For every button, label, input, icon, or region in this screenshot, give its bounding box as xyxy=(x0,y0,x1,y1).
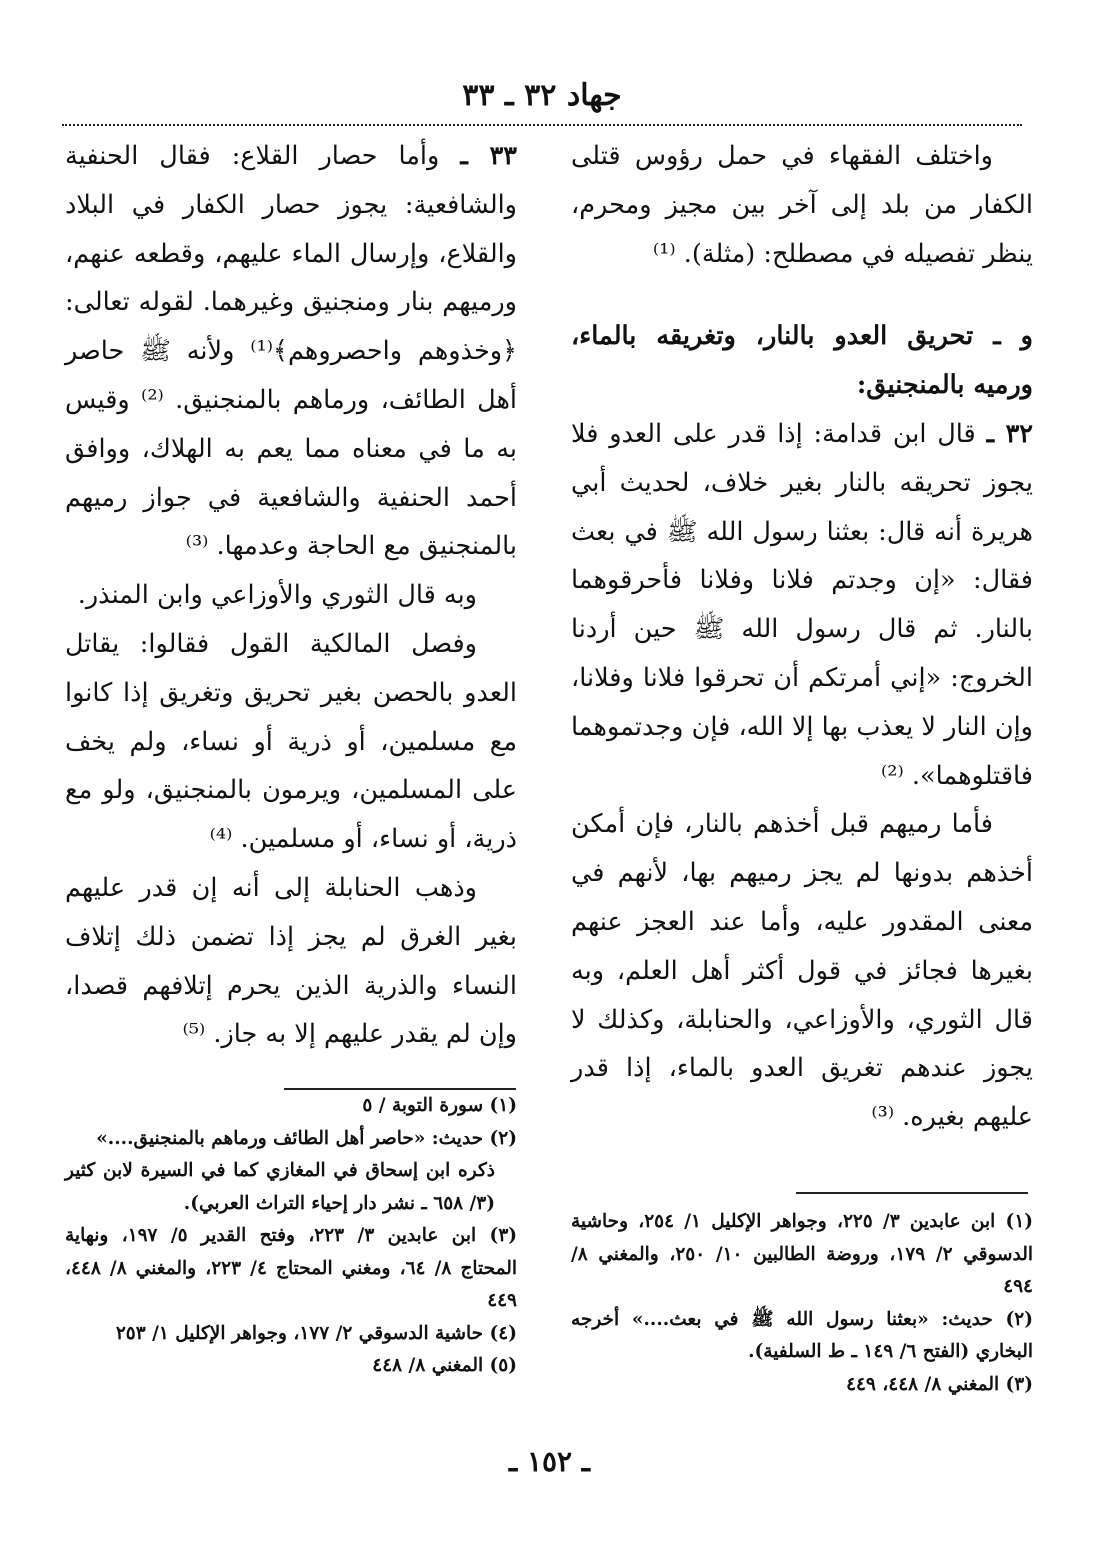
footnote: (٢) حديث: «بعثنا رسول الله ﷺ في بعث....» أخرجه البخاري (الفتح ٦/ ١٤٩ ـ ط السلفية). xyxy=(571,1308,1033,1362)
footnote: (١) سورة التوبة / ٥ xyxy=(362,1095,517,1116)
section-heading: و ـ تحريق العدو بالنار، وتغريقه بالماء، ورميه بالمنجنيق: xyxy=(571,321,1033,401)
right-para-3: فأما رميهم قبل أخذهم بالنار، فإن أمكن أخذهم بدونها لم يجز رميهم بها، لأنهم في معنى المقدور عليه، وأما عند العجز عنهم بغيرها فجائز في قول أكثر أهل العلم، وبه قال الثوري، والأوزاعي، والحنابلة، وكذلك لا يجوز عندهم تغريق العدو بالماء، إذا قدر عليهم بغيره. ⁽³⁾ xyxy=(571,809,1033,1133)
left-column xyxy=(65,132,517,1059)
paragraph-number-32: ٣٢ ـ xyxy=(986,418,1033,449)
left-para-1 xyxy=(65,132,517,571)
right-column xyxy=(571,132,1033,1142)
footnote: (٣) المغني ٨/ ٤٤٨، ٤٤٩ xyxy=(846,1373,1033,1395)
footnote: (٥) المغني ٨/ ٤٤٨ xyxy=(372,1355,517,1376)
footnotes-right xyxy=(571,1206,1033,1401)
paragraph-spacer xyxy=(571,278,1033,312)
paragraph-number-33: ٣٣ ـ xyxy=(460,141,517,171)
footnote: (١) ابن عابدين ٣/ ٢٢٥، وجواهر الإكليل ١/ ٢٥٤، وحاشية الدسوقي ٢/ ١٧٩، وروضة الطالبين ١٠/ ٢٥٠، والمغني ٨/ ٤٩٤ xyxy=(571,1211,1034,1297)
left-para-2: وبه قال الثوري والأوزاعي وابن المنذر. xyxy=(77,580,477,611)
footnote-separator-right xyxy=(796,1192,1028,1194)
footnote-continuation: ذكره ابن إسحاق في المغازي كما في السيرة لابن كثير (٣/ ٦٥٨ ـ نشر دار إحياء التراث العربي). xyxy=(65,1160,495,1214)
page-header: جهاد ٣٢ ـ ٣٣ xyxy=(462,78,622,113)
footnotes-left xyxy=(65,1090,517,1383)
header-dotted-rule xyxy=(62,124,1022,126)
right-para-2-text: قال ابن قدامة: إذا قدر على العدو فلا يجوز تحريقه بالنار بغير خلاف، لحديث أبي هريرة أنه قال: بعثنا رسول الله ﷺ في بعث فقال: «إن وجدتم فلانا وفلانا فأحرقوهما بالنار. ثم قال رسول الله ﷺ حين أردنا الخروج: «إني أمرتكم أن تحرقوا فلانا وفلانا، وإن النار لا يعذب بها إلا الله، فإن وجدتموهما فاقتلوهما». ⁽²⁾ xyxy=(571,418,1033,791)
footnote: (٢) حديث: «حاصر أهل الطائف ورماهم بالمنجنيق....» xyxy=(96,1127,517,1149)
left-para-4: وذهب الحنابلة إلى أنه إن قدر عليهم بغير الغرق لم يجز إذا تضمن ذلك إتلاف النساء والذرية الذين يحرم إتلافهم قصدا، وإن لم يقدر عليهم إلا به جاز. ⁽⁵⁾ xyxy=(65,872,517,1050)
left-para-1-text: وأما حصار القلاع: فقال الحنفية والشافعية: يجوز حصار الكفار في البلاد والقلاع، وإرسال الماء عليهم، وقطعه عنهم، ورميهم بنار ومنجنيق وغيرهما. لقوله تعالى: ﴿وخذوهم واحصروهم﴾⁽¹⁾ ولأنه ﷺ حاصر أهل الطائف، ورماهم بالمنجنيق. ⁽²⁾ وقيس به ما في معناه مما يعم به الهلاك، ووافق أحمد الحنفية والشافعية في جواز رميهم بالمنجنيق مع الحاجة وعدمها. ⁽³⁾ xyxy=(65,141,518,562)
right-para-1: واختلف الفقهاء في حمل رؤوس قتلى الكفار من بلد إلى آخر بين مجيز ومحرم، ينظر تفصيله في مصطلح: (مثلة). ⁽¹⁾ xyxy=(571,141,1033,269)
page-number: ـ ١٥٢ ـ xyxy=(508,1445,591,1478)
footnote: (٤) حاشية الدسوقي ٢/ ١٧٧، وجواهر الإكليل ١/ ٢٥٣ xyxy=(115,1322,517,1344)
right-para-2 xyxy=(571,410,1033,800)
footnote: (٣) ابن عابدين ٣/ ٢٢٣، وفتح القدير ٥/ ١٩٧، ونهاية المحتاج ٨/ ٦٤، ومغني المحتاج ٤/ ٢٢٣، والمغني ٨/ ٤٤٨، ٤٤٩ xyxy=(65,1225,518,1311)
left-para-3: وفصل المالكية القول فقالوا: يقاتل العدو بالحصن بغير تحريق وتغريق إذا كانوا مع مسلمين، أو ذرية أو نساء، ولم يخف على المسلمين، ويرمون بالمنجنيق، ولو مع ذرية، أو نساء، أو مسلمين. ⁽⁴⁾ xyxy=(65,628,517,855)
